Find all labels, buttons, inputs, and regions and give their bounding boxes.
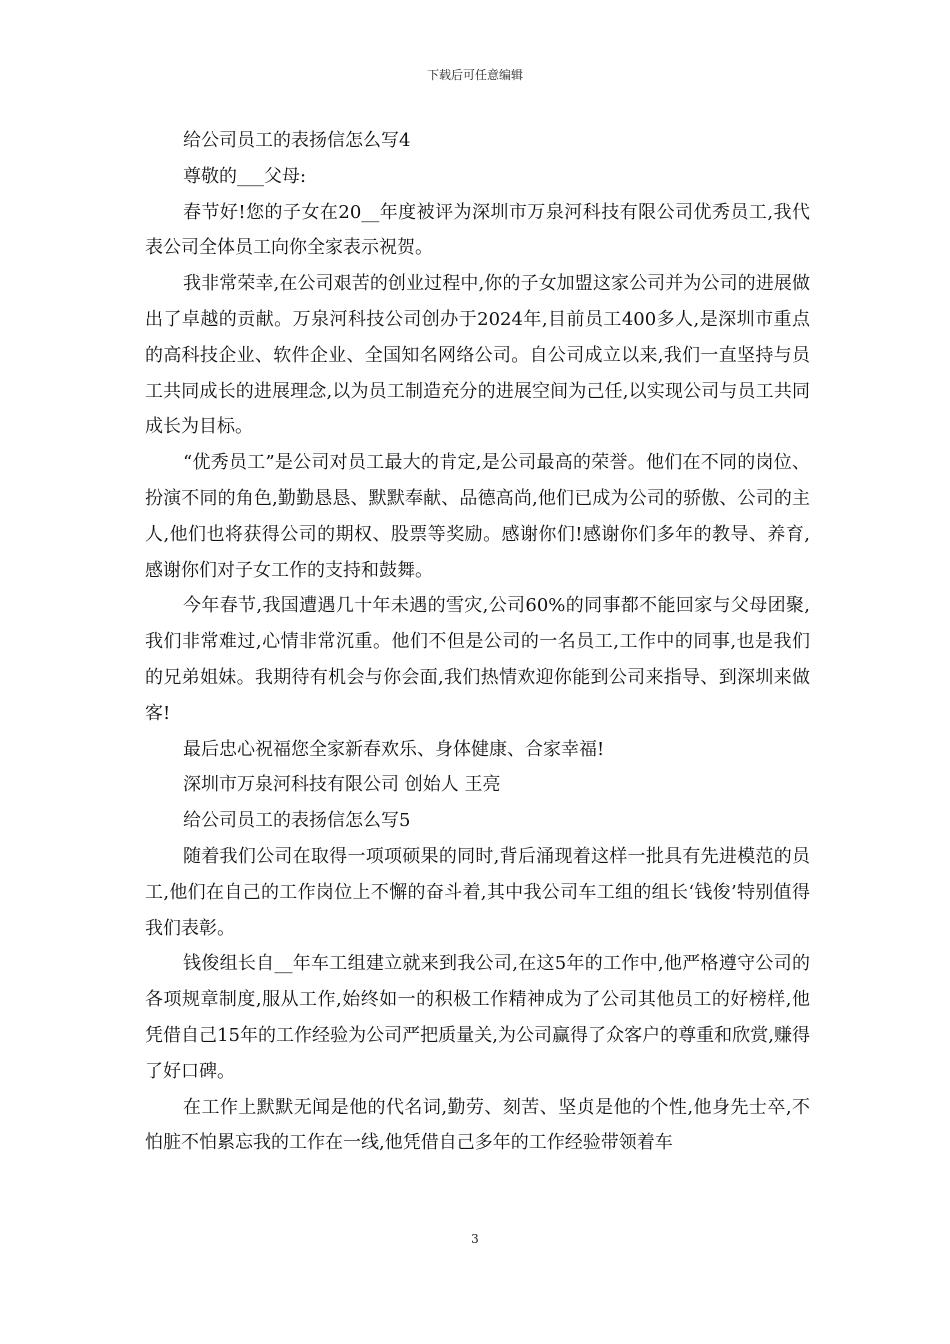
body-paragraph: 今年春节,我国遭遇几十年未遇的雪灾,公司60%的同事都不能回家与父母团聚,我们非常难过,心情非常沉重。他们不但是公司的一名员工,工作中的同事,也是我们的兄弟姐妹。我期待有机会与你会面,我们热情欢迎你能到公司来指导、到深圳来做客! <box>145 595 810 724</box>
body-paragraph: “优秀员工”是公司对员工最大的肯定,是公司最高的荣誉。他们在不同的岗位、扮演不同的角色,勤勤恳恳、默默奉献、品德高尚,他们已成为公司的骄傲、公司的主人,他们也将获得公司的期权、股票等奖励。感谢你们!感谢你们多年的教导、养育,感谢你们对子女工作的支持和鼓舞。 <box>145 452 810 581</box>
body-paragraph: 我非常荣幸,在公司艰苦的创业过程中,你的子女加盟这家公司并为公司的进展做出了卓越的贡献。万泉河科技公司创办于2024年,目前员工400多人,是深圳市重点的高科技企业、软件企业、全国知名网络公司。自公司成立以来,我们一直坚持与员工共同成长的进展理念,以为员工制造充分的进展空间为己任,以实现公司与员工共同成长为目标。 <box>145 273 810 438</box>
body-paragraph: 在工作上默默无闻是他的代名词,勤劳、刻苦、坚贞是他的个性,他身先士卒,不怕脏不怕累忘我的工作在一线,他凭借自己多年的工作经验带领着车 <box>145 1096 810 1154</box>
body-paragraph: 随着我们公司在取得一项项硕果的同时,背后涌现着这样一批具有先进模范的员工,他们在自己的工作岗位上不懈的奋斗着,其中我公司车工组的组长‘钱俊’特别值得我们表彰。 <box>145 845 810 939</box>
signature: 深圳市万泉河科技有限公司 创始人 王亮 <box>183 774 501 796</box>
section-heading-5: 给公司员工的表扬信怎么写5 <box>183 810 411 832</box>
body-paragraph: 春节好!您的子女在20__年度被评为深圳市万泉河科技有限公司优秀员工,我代表公司全体员工向你全家表示祝贺。 <box>145 201 810 259</box>
body-paragraph: 钱俊组长自__年车工组建立就来到我公司,在这5年的工作中,他严格遵守公司的各项规章制度,服从工作,始终如一的积极工作精神成为了公司其他员工的好榜样,他凭借自己15年的工作经验为公司严把质量关,为公司赢得了众客户的尊重和欣赏,赚得了好口碑。 <box>145 953 810 1082</box>
header-note: 下载后可任意编辑 <box>426 68 523 82</box>
page-number: 3 <box>471 1232 479 1246</box>
document-body <box>145 123 810 1161</box>
salutation: 尊敬的___父母: <box>183 165 307 187</box>
closing-wishes: 最后忠心祝福您全家新春欢乐、身体健康、合家幸福! <box>183 738 605 760</box>
section-heading-4: 给公司员工的表扬信怎么写4 <box>183 130 411 151</box>
